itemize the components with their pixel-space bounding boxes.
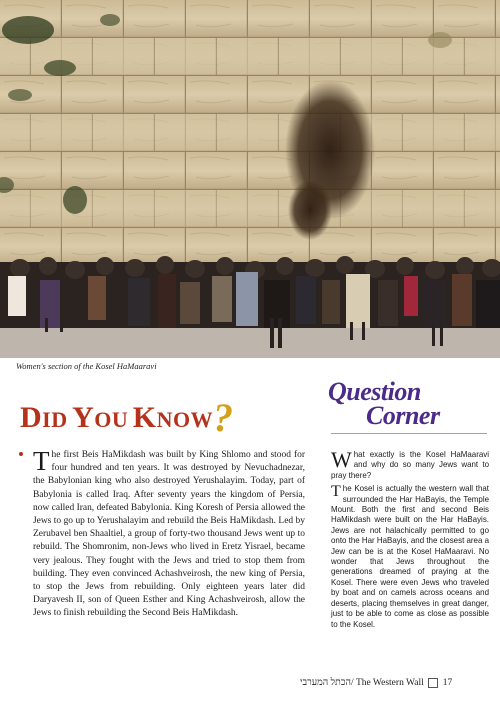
square-icon: [428, 678, 438, 688]
page-number: 17: [442, 678, 453, 689]
drop-cap: T: [33, 446, 50, 476]
footer-title: / The Western Wall: [350, 678, 424, 689]
photo-caption: Women's section of the Kosel HaMaaravi: [16, 361, 157, 371]
page-footer: [300, 678, 452, 688]
question-corner-title: Question Corner: [328, 377, 440, 430]
divider: [331, 433, 487, 434]
question-mark-icon: ?: [213, 395, 234, 440]
did-you-know-body: [33, 446, 305, 621]
question-paragraph: What exactly is the Kosel HaMaaravi and why do so many Jews want to pray there?: [331, 447, 489, 480]
footer-hebrew: הכתל המערבי: [300, 678, 351, 689]
question-corner-body: [331, 447, 489, 633]
answer-paragraph: The Kosel is actually the western wall that surrounded the Har HaBayis, the Temple Mount. Both the first and second Beis HaMikdash were built on the Har HaBayis. Jews are not halachically permitted to go onto the Har HaBayis, and the closest area a Jew can be is at the Kosel HaMaaravi. No wonder that Jews throughout the generations dreamed of praying at the Kosel. There were even Jews who traveled by boat and on camels across oceans and deserts, placing themselves in great danger, just to be able to come as close as possible to the Kosel.: [331, 483, 489, 629]
bullet-icon: [19, 452, 23, 456]
did-you-know-text: he first Beis HaMikdash was built by King Shlomo and stood for four hundred and ten years. It was destroyed by Nevuchadnezar, the Babylonian king who also destroyed Yerushalayim. Today, part of Babylonia is called Iraq. After seventy years the kingdom of Persia, now called Iran, defeated Babylonia. King Koresh of Persia allowed the Jews to go up to Yerushalayim and rebuild the Beis HaMikdash. Led by Zerubavel ben Shaaltiel, a group of forty-two thousand Jews went up to rebuild. The Shomronim, non-Jews who lived in Eretz Yisrael, became very jealous. They fought with the Jews and tried to stop them from building. They even convinced Achashveirosh, the new king of Persia, to stop the Jews from rebuilding. Only eighteen years later did Daryavesh II, son of Queen Esther and King Achashveirosh, allow the Jews to finish rebuilding the Second Beis HaMikdash.: [33, 450, 305, 619]
did-you-know-title: DID YOU KNOW?: [20, 395, 234, 440]
